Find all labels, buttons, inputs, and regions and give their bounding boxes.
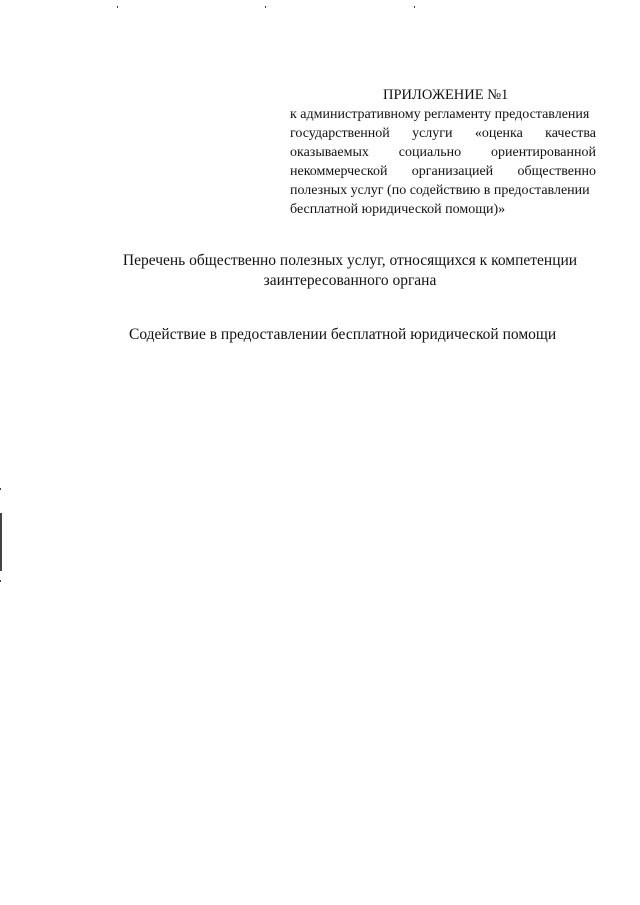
appendix-word: социально	[398, 145, 462, 160]
appendix-line	[290, 143, 596, 162]
scan-artifact-dot	[0, 580, 1, 582]
appendix-word: к административному регламенту предоставления	[290, 107, 590, 122]
appendix-word: оказываемых	[290, 145, 369, 160]
scan-artifact-dot	[0, 488, 1, 490]
scan-artifact-dot	[414, 6, 415, 8]
appendix-line	[290, 200, 596, 219]
appendix-word: организацией	[411, 164, 494, 179]
list-heading-line-1: Перечень общественно полезных услуг, относящихся к компетенции	[122, 252, 578, 269]
appendix-word: ориентированной	[491, 145, 596, 160]
appendix-word: услуги	[412, 126, 453, 141]
appendix-title: ПРИЛОЖЕНИЕ №1	[383, 87, 509, 103]
appendix-line	[290, 181, 596, 200]
appendix-word: полезных услуг (по содействию в предоставлении	[290, 183, 590, 198]
appendix-word: «оценка	[474, 126, 523, 141]
appendix-word: некоммерческой	[290, 164, 388, 179]
appendix-word: государственной	[290, 126, 390, 141]
appendix-line	[290, 124, 596, 143]
appendix-line	[290, 105, 596, 124]
service-item: Содействие в предоставлении бесплатной юридической помощи	[129, 326, 557, 343]
scan-artifact-dot	[117, 6, 118, 8]
scan-artifact-bar	[0, 513, 2, 571]
scan-artifact-dot	[265, 6, 266, 8]
appendix-word: общественно	[517, 164, 596, 179]
appendix-word: качества	[545, 126, 596, 141]
appendix-subtitle	[290, 105, 596, 219]
appendix-word: бесплатной юридической помощи)»	[290, 202, 506, 217]
list-heading-line-2: заинтересованного органа	[263, 272, 437, 289]
appendix-line	[290, 162, 596, 181]
